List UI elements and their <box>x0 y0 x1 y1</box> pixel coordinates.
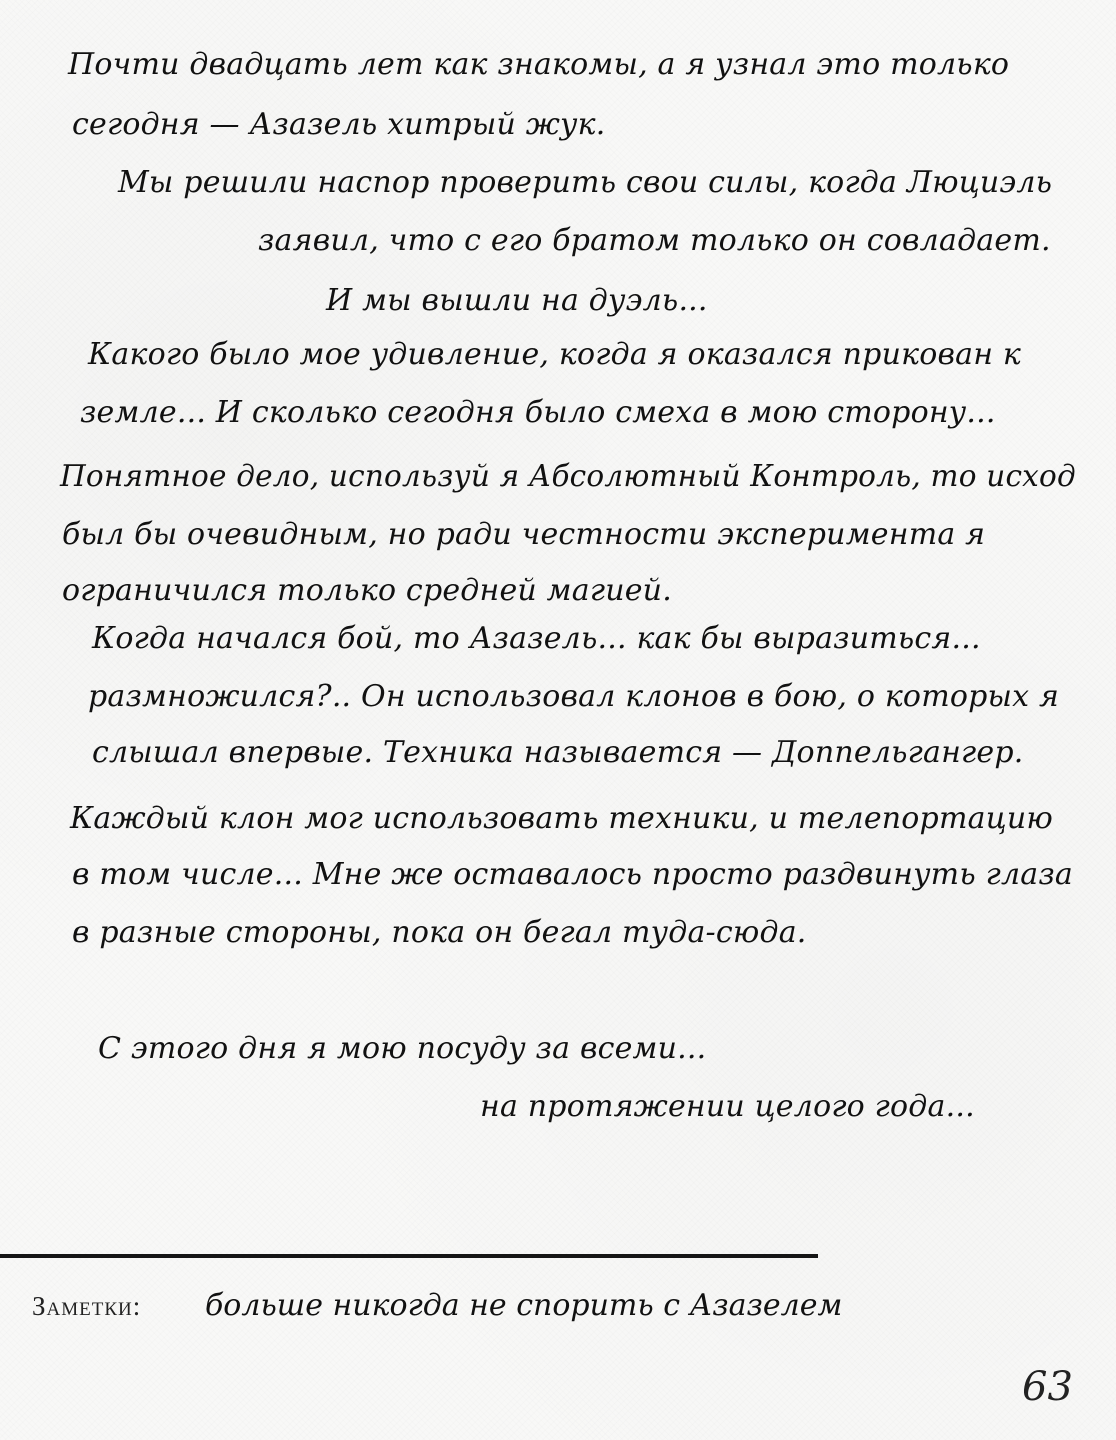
handwritten-line: Каждый клон мог использовать техники, и телепортацию <box>70 801 1053 836</box>
handwritten-line: Мы решили наспор проверить свои силы, когда Люциэль <box>118 165 1053 200</box>
handwritten-line: в разные стороны, пока он бегал туда-сюда. <box>72 915 807 950</box>
handwritten-line: земле... И сколько сегодня было смеха в мою сторону... <box>80 395 996 430</box>
notes-divider <box>0 1254 818 1258</box>
notes-label: Заметки: <box>32 1291 142 1321</box>
handwritten-line: сегодня — Азазель хитрый жук. <box>72 107 606 142</box>
page-number: 63 <box>1022 1364 1073 1410</box>
handwritten-line: в том числе... Мне же оставалось просто раздвинуть глаза <box>72 857 1073 892</box>
handwritten-line: И мы вышли на дуэль... <box>326 283 708 318</box>
notes-text: больше никогда не спорить с Азазелем <box>205 1288 843 1323</box>
handwritten-line: С этого дня я мою посуду за всеми... <box>98 1031 707 1066</box>
handwritten-line: слышал впервые. Техника называется — Доппельгангер. <box>92 735 1024 770</box>
handwritten-line: Какого было мое удивление, когда я оказался прикован к <box>88 337 1022 372</box>
handwritten-line: размножился?.. Он использовал клонов в бою, о которых я <box>88 679 1060 714</box>
handwritten-line: Понятное дело, используй я Абсолютный Контроль, то исход <box>60 459 1076 493</box>
handwritten-line: ограничился только средней магией. <box>62 573 672 608</box>
handwritten-line: заявил, что с его братом только он совладает. <box>258 223 1051 258</box>
handwritten-line: Когда начался бой, то Азазель... как бы выразиться... <box>92 621 981 656</box>
handwritten-line: на протяжении целого года... <box>480 1089 975 1124</box>
handwritten-line: Почти двадцать лет как знакомы, а я узнал это только <box>68 47 1010 82</box>
handwritten-line: был бы очевидным, но ради честности эксперимента я <box>62 517 986 552</box>
